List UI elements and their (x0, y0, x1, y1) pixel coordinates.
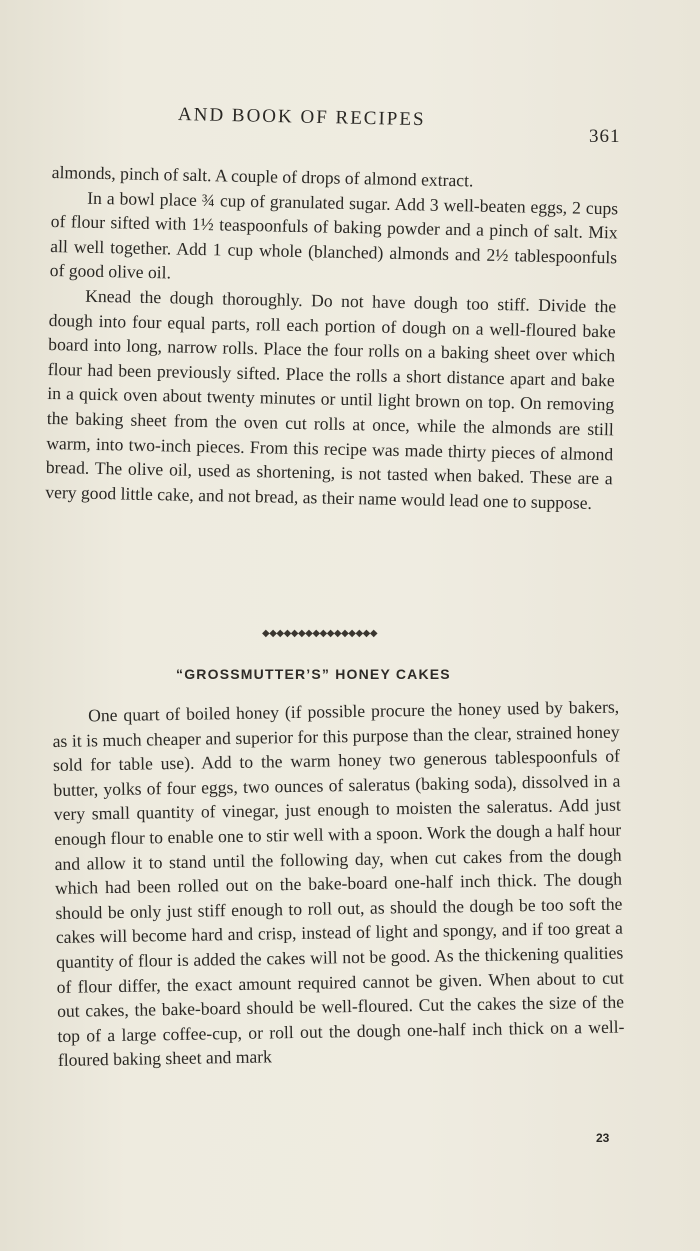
running-head: AND BOOK OF RECIPES (177, 104, 426, 131)
recipe-title: “GROSSMUTTER’S” HONEY CAKES (176, 666, 451, 682)
signature-mark: 23 (596, 1131, 610, 1145)
paragraph: One quart of boiled honey (if possible procure the honey used by bakers, as it is much cheaper and superior for this purpose than the clear, strained honey sold for table use). Add to the warm honey two generous tablespoonfuls of butter, yolks of four eggs, two ounces of saleratus (baking soda), dissolved in a very small quantity of vinegar, just enough to moisten the saleratus. Add just enough flour to enable one to stir well with a spoon. Work the dough a half hour and allow it to stand until the following day, when cut cakes from the dough which had been rolled out on the bake-board one-half inch thick. The dough should be only just stiff enough to roll out, as should the dough be too soft the cakes will become hard and crisp, instead of light and spongy, and if too great a quantity of flour is added the cakes will not be good. As the thickening qualities of flour differ, the exact amount required cannot be given. When about to cut out cakes, the bake-board should be well-floured. Cut the cakes the size of the top of a large coffee-cup, or roll out the dough one-half inch thick on a well-floured baking sheet and mark (52, 696, 625, 1071)
ornamental-divider: ◆◆◆◆◆◆◆◆◆◆◆◆◆◆◆◆ (262, 628, 378, 639)
recipe-text-honey-cakes (52, 695, 625, 1073)
paragraph: In a bowl place ¾ cup of granulated sugar. Add 3 well-beaten eggs, 2 cups of flour sifted with 1½ teaspoonfuls of baking powder and a pinch of salt. Mix all well together. Add 1 cup whole (blanched) almonds and 2½ tablespoonfuls of good olive oil. (49, 187, 619, 283)
recipe-text-almond-bread (45, 160, 619, 516)
page-number: 361 (589, 126, 621, 147)
paragraph: almonds, pinch of salt. A couple of drops of almond extract. (51, 161, 474, 191)
paragraph: Knead the dough thoroughly. Do not have dough too stiff. Divide the dough into four equal parts, roll each portion of dough on a well-floured bake board into long, narrow rolls. Place the four rolls on a baking sheet over which flour had been previously sifted. Place the rolls a short distance apart and bake in a quick oven about twenty minutes or until light brown on top. On removing the baking sheet from the oven cut rolls at once, while the almonds are still warm, into two-inch pieces. From this recipe was made thirty pieces of almond bread. The olive oil, used as shortening, is not tasted when baked. These are a very good little cake, and not bread, as their name would lead one to suppose. (45, 285, 617, 513)
